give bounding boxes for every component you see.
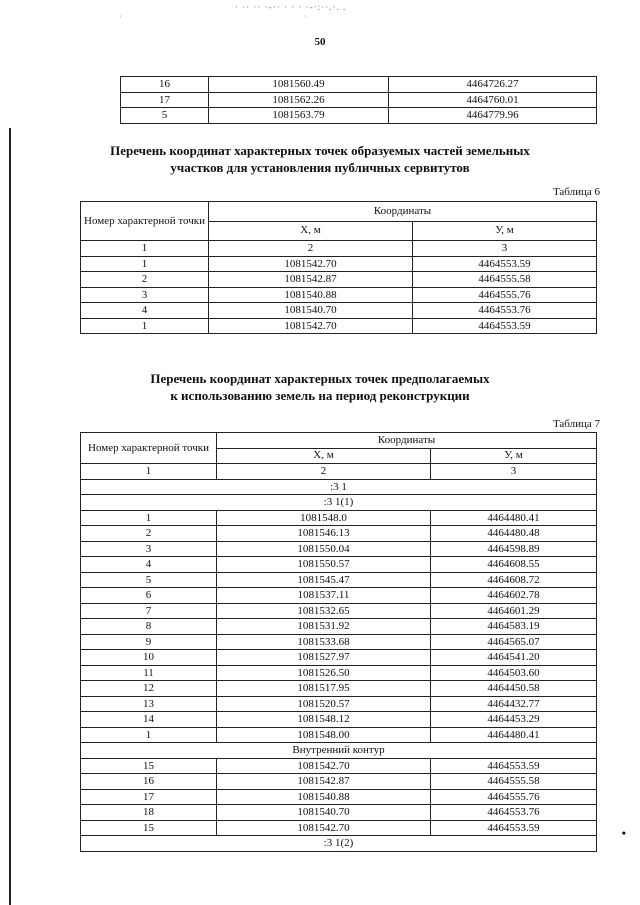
point-number-cell: 3 [81,541,217,557]
scan-artifact-tick: ' [120,14,122,23]
y-coord-cell: 4464598.89 [431,541,597,557]
margin-mark: • [621,826,626,840]
x-coord-cell: 1081548.12 [217,712,431,728]
y-coord-cell: 4464553.76 [413,303,597,319]
x-coord-cell: 1081540.70 [217,805,431,821]
table-row [81,303,597,319]
y-coord-cell: 4464608.55 [431,557,597,573]
point-number-cell: 3 [81,287,209,303]
point-number-cell: 15 [81,820,217,836]
y-coord-cell: 4464480.48 [431,526,597,542]
x-coord-cell: 1081540.88 [209,287,413,303]
table-row [81,572,597,588]
point-number-cell: 11 [81,665,217,681]
section-heading [0,370,640,404]
table-row [81,712,597,728]
point-number-cell: 5 [121,108,209,124]
point-number-cell: 1 [81,510,217,526]
point-number-cell: 1 [81,727,217,743]
point-number-cell: 8 [81,619,217,635]
subgroup-row: :3 1(1) [81,495,597,511]
header-coords: Координаты [209,202,597,222]
point-number-cell: 1 [81,318,209,334]
table-row [81,789,597,805]
x-coord-cell: 1081562.26 [209,92,389,108]
y-coord-cell: 4464555.58 [413,272,597,288]
y-coord-cell: 4464553.76 [431,805,597,821]
subgroup-row: :3 1(2) [81,836,597,852]
point-number-cell: 15 [81,758,217,774]
header-y: У, м [413,221,597,241]
point-number-cell: 14 [81,712,217,728]
y-coord-cell: 4464555.76 [431,789,597,805]
y-coord-cell: 4464553.59 [413,256,597,272]
table-row [81,510,597,526]
x-coord-cell: 1081540.88 [217,789,431,805]
point-number-cell: 4 [81,303,209,319]
point-number-cell: 16 [81,774,217,790]
y-coord-cell: 4464608.72 [431,572,597,588]
x-coord-cell: 1081526.50 [217,665,431,681]
y-coord-cell: 4464553.59 [431,820,597,836]
x-coord-cell: 1081520.57 [217,696,431,712]
heading-line: участков для установления публичных сервитутов [170,160,470,175]
header-coords: Координаты [217,433,597,449]
y-coord-cell: 4464555.58 [431,774,597,790]
point-number-cell: 13 [81,696,217,712]
point-number-cell: 2 [81,526,217,542]
y-coord-cell: 4464480.41 [431,510,597,526]
x-coord-cell: 1081546.13 [217,526,431,542]
x-coord-cell: 1081517.95 [217,681,431,697]
header-point: Номер характерной точки [81,202,209,241]
group-row: :3 1 [81,479,597,495]
table-row [81,287,597,303]
x-coord-cell: 1081542.70 [209,318,413,334]
table-row [81,541,597,557]
table-row [121,92,597,108]
y-coord-cell: 4464760.01 [389,92,597,108]
table-row [121,77,597,93]
y-coord-cell: 4464601.29 [431,603,597,619]
table-row [81,318,597,334]
point-number-cell: 10 [81,650,217,666]
y-coord-cell: 4464553.59 [413,318,597,334]
table-row [81,619,597,635]
coordinates-table-6 [80,201,597,334]
x-coord-cell: 1081550.57 [217,557,431,573]
x-coord-cell: 1081540.70 [209,303,413,319]
table-row [81,774,597,790]
y-coord-cell: 4464583.19 [431,619,597,635]
table-row [81,588,597,604]
table-row [81,272,597,288]
point-number-cell: 17 [81,789,217,805]
continuation-table [120,76,597,124]
table-row [121,108,597,124]
table-row [81,557,597,573]
y-coord-cell: 4464553.59 [431,758,597,774]
x-coord-cell: 1081542.70 [217,820,431,836]
heading-line: Перечень координат характерных точек образуемых частей земельных [110,143,530,158]
x-coord-cell: 1081563.79 [209,108,389,124]
point-number-cell: 16 [121,77,209,93]
table-row [81,758,597,774]
table-row [81,526,597,542]
left-margin-line [9,128,11,905]
x-coord-cell: 1081550.04 [217,541,431,557]
x-coord-cell: 1081542.87 [217,774,431,790]
point-number-cell: 4 [81,557,217,573]
header-y: У, м [431,448,597,464]
section-heading [0,142,640,176]
heading-line: к использованию земель на период реконструкции [170,388,470,403]
point-number-cell: 5 [81,572,217,588]
x-coord-cell: 1081560.49 [209,77,389,93]
x-coord-cell: 1081542.70 [209,256,413,272]
y-coord-cell: 4464480.41 [431,727,597,743]
y-coord-cell: 4464779.96 [389,108,597,124]
scan-artifact-top: · ·· ·· ·-·· · · · ·-·:··.·. . [235,2,347,12]
y-coord-cell: 4464503.60 [431,665,597,681]
col-number: 2 [217,464,431,480]
table-label: Таблица 6 [552,186,600,198]
table-label: Таблица 7 [552,418,600,430]
col-number: 3 [431,464,597,480]
table-row [81,665,597,681]
table-row [81,696,597,712]
point-number-cell: 9 [81,634,217,650]
x-coord-cell: 1081532.65 [217,603,431,619]
header-x: Х, м [217,448,431,464]
point-number-cell: 18 [81,805,217,821]
x-coord-cell: 1081542.87 [209,272,413,288]
point-number-cell: 12 [81,681,217,697]
table-row [81,650,597,666]
y-coord-cell: 4464555.76 [413,287,597,303]
point-number-cell: 2 [81,272,209,288]
x-coord-cell: 1081542.70 [217,758,431,774]
page-number: 50 [314,36,326,48]
y-coord-cell: 4464602.78 [431,588,597,604]
x-coord-cell: 1081527.97 [217,650,431,666]
point-number-cell: 7 [81,603,217,619]
col-number: 1 [81,464,217,480]
x-coord-cell: 1081531.92 [217,619,431,635]
col-number: 1 [81,241,209,257]
y-coord-cell: 4464450.58 [431,681,597,697]
point-number-cell: 6 [81,588,217,604]
y-coord-cell: 4464726.27 [389,77,597,93]
y-coord-cell: 4464541.20 [431,650,597,666]
heading-line: Перечень координат характерных точек предполагаемых [150,371,490,386]
table-row [81,805,597,821]
table-row [81,603,597,619]
x-coord-cell: 1081545.47 [217,572,431,588]
header-x: Х, м [209,221,413,241]
table-row [81,681,597,697]
col-number: 2 [209,241,413,257]
point-number-cell: 1 [81,256,209,272]
y-coord-cell: 4464565.07 [431,634,597,650]
header-point: Номер характерной точки [81,433,217,464]
y-coord-cell: 4464453.29 [431,712,597,728]
y-coord-cell: 4464432.77 [431,696,597,712]
inner-contour-row: Внутренний контур [81,743,597,759]
point-number-cell: 17 [121,92,209,108]
x-coord-cell: 1081548.00 [217,727,431,743]
scan-artifact-tick: ' [305,14,307,23]
table-row [81,634,597,650]
x-coord-cell: 1081537.11 [217,588,431,604]
coordinates-table-7 [80,432,597,852]
x-coord-cell: 1081548.0 [217,510,431,526]
table-row [81,256,597,272]
table-row [81,727,597,743]
x-coord-cell: 1081533.68 [217,634,431,650]
col-number: 3 [413,241,597,257]
table-row [81,820,597,836]
